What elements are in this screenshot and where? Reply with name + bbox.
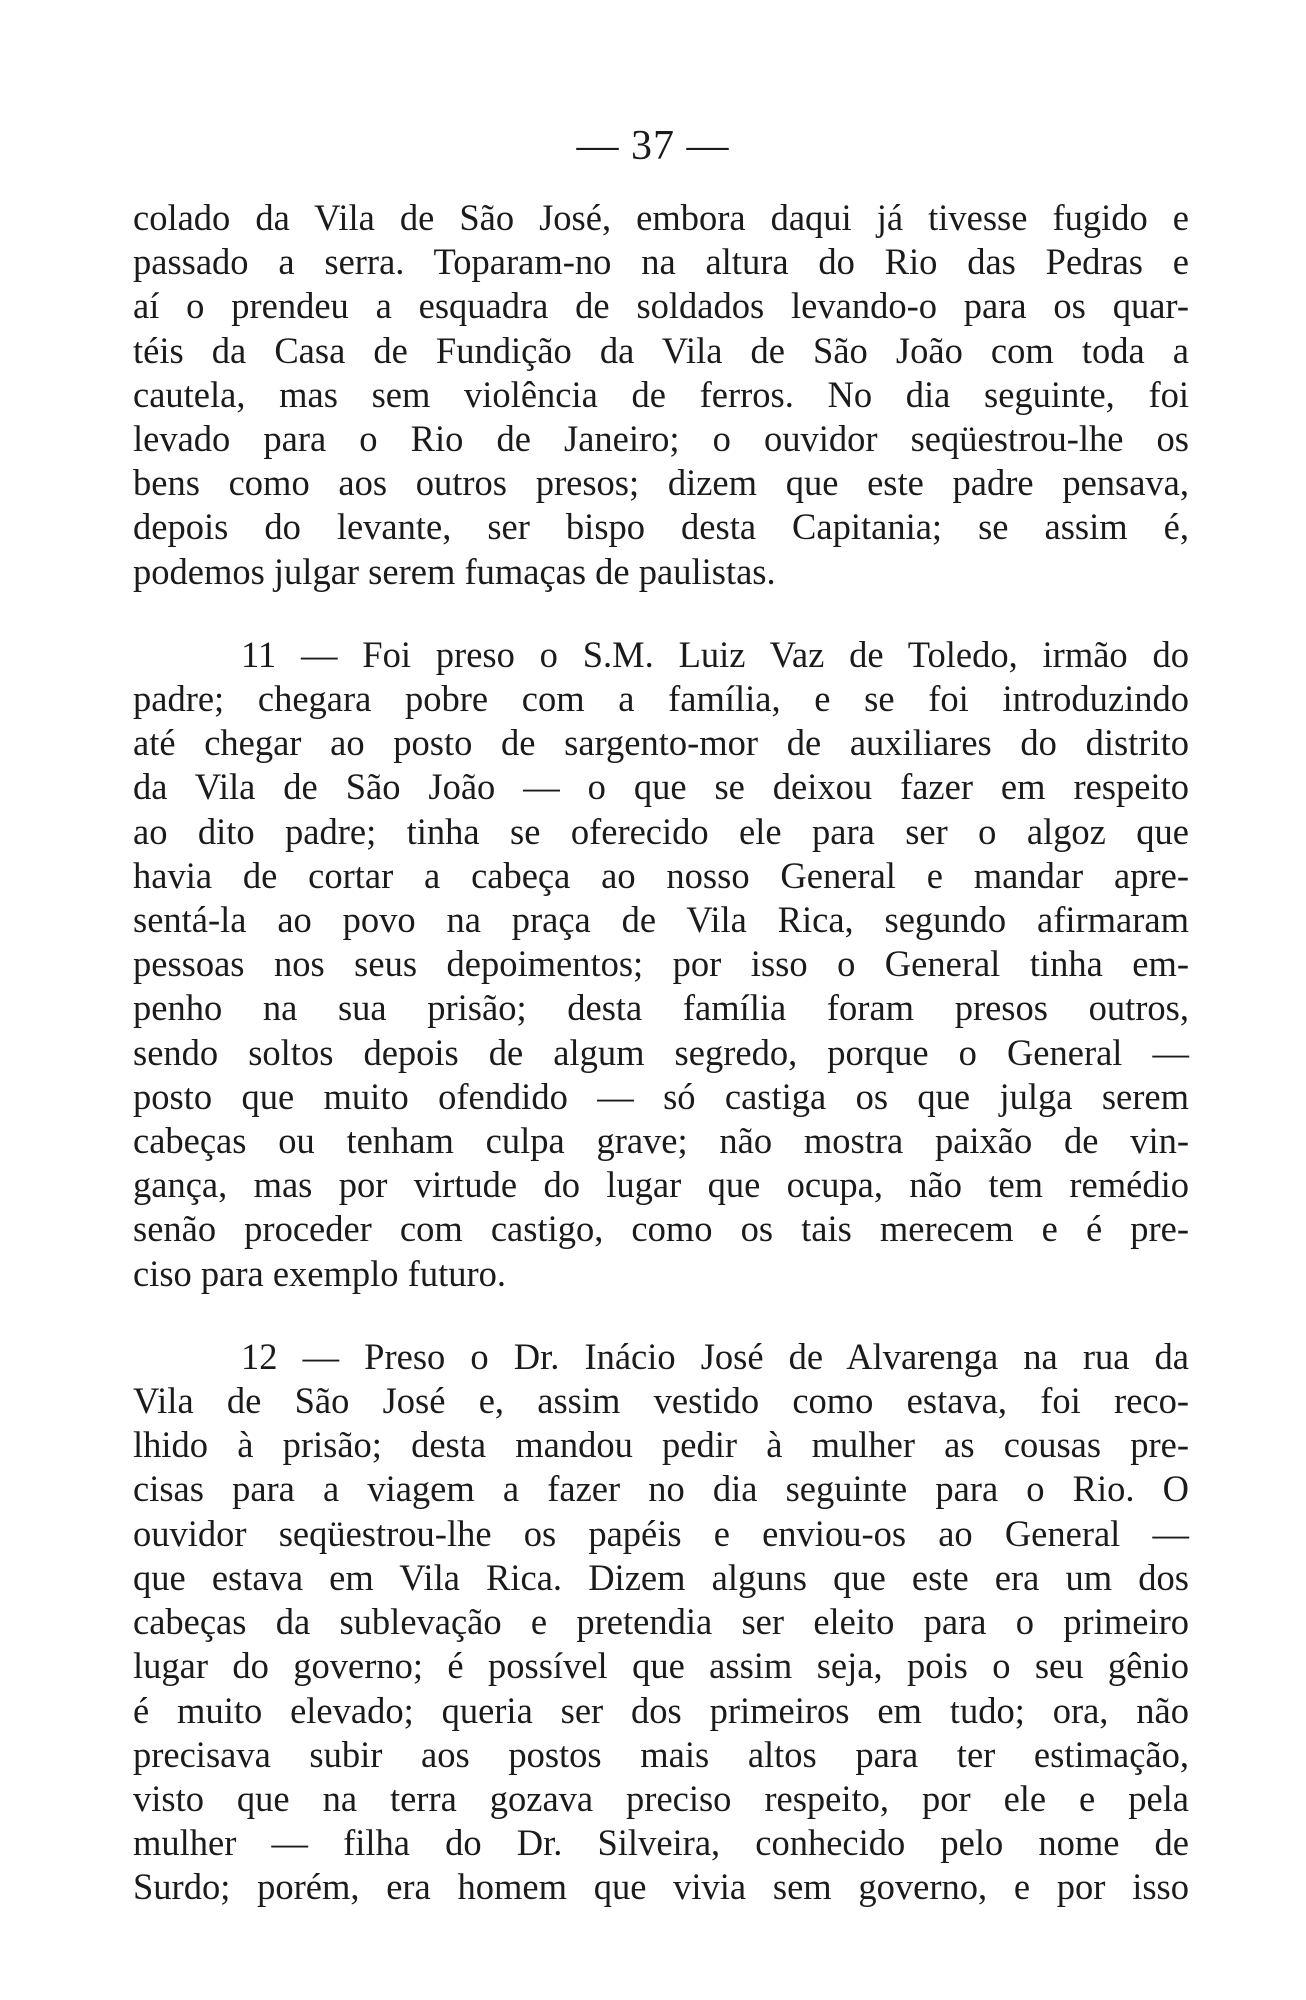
- text-line: mulher — filha do Dr. Silveira, conhecido pelo nome de: [133, 1822, 1189, 1864]
- text-line: cabeças ou tenham culpa grave; não mostra paixão de vin-: [133, 1120, 1189, 1162]
- text-line: depois do levante, ser bispo desta Capitania; se assim é,: [133, 506, 1189, 548]
- text-line: 12 — Preso o Dr. Inácio José de Alvarenga na rua da: [241, 1335, 1189, 1377]
- text-line: visto que na terra gozava preciso respeito, por ele e pela: [133, 1777, 1189, 1819]
- text-line: precisava subir aos postos mais altos para ter estimação,: [133, 1733, 1189, 1775]
- text-line: sentá-la ao povo na praça de Vila Rica, segundo afirmaram: [133, 899, 1189, 941]
- text-line: lhido à prisão; desta mandou pedir à mulher as cousas pre-: [133, 1424, 1189, 1466]
- text-line: cisas para a viagem a fazer no dia seguinte para o Rio. O: [133, 1468, 1189, 1510]
- page-number: — 37 —: [576, 123, 730, 169]
- text-line: bens como aos outros presos; dizem que este padre pensava,: [133, 462, 1189, 504]
- text-line: padre; chegara pobre com a família, e se foi introduzindo: [133, 678, 1189, 720]
- text-line: gança, mas por virtude do lugar que ocupa, não tem remédio: [133, 1164, 1189, 1206]
- text-line: pessoas nos seus depoimentos; por isso o General tinha em-: [133, 943, 1189, 985]
- text-line: cautela, mas sem violência de ferros. No dia seguinte, foi: [133, 373, 1189, 415]
- text-line: até chegar ao posto de sargento-mor de auxiliares do distrito: [133, 722, 1189, 764]
- body-text: [133, 196, 1189, 1910]
- text-line: cabeças da sublevação e pretendia ser eleito para o primeiro: [133, 1601, 1189, 1643]
- text-line: levado para o Rio de Janeiro; o ouvidor seqüestrou-lhe os: [133, 418, 1189, 460]
- text-line: que estava em Vila Rica. Dizem alguns que este era um dos: [133, 1556, 1189, 1598]
- text-line: penho na sua prisão; desta família foram presos outros,: [133, 987, 1189, 1029]
- text-line: da Vila de São João — o que se deixou fazer em respeito: [133, 766, 1189, 808]
- paragraph-12: [133, 1335, 1189, 1910]
- text-line: téis da Casa de Fundição da Vila de São João com toda a: [133, 329, 1189, 371]
- text-line: colado da Vila de São José, embora daqui já tivesse fugido e: [133, 197, 1189, 238]
- text-line: passado a serra. Toparam-no na altura do Rio das Pedras e: [133, 241, 1189, 283]
- text-line: aí o prendeu a esquadra de soldados levando-o para os quar-: [133, 285, 1189, 327]
- text-line: senão proceder com castigo, como os tais merecem e é pre-: [133, 1208, 1189, 1250]
- paragraph-11: [133, 633, 1189, 1296]
- text-line: 11 — Foi preso o S.M. Luiz Vaz de Toledo, irmão do: [241, 633, 1189, 675]
- text-line: ao dito padre; tinha se oferecido ele para ser o algoz que: [133, 810, 1189, 852]
- text-line: ouvidor seqüestrou-lhe os papéis e enviou-os ao General —: [133, 1512, 1189, 1554]
- text-line: posto que muito ofendido — só castiga os que julga serem: [133, 1075, 1189, 1117]
- text-line: ciso para exemplo futuro.: [133, 1252, 506, 1294]
- text-line: Vila de São José e, assim vestido como estava, foi reco-: [133, 1380, 1189, 1422]
- text-line: Surdo; porém, era homem que vivia sem governo, e por isso: [133, 1866, 1189, 1908]
- paragraph-1: [133, 196, 1189, 594]
- text-line: havia de cortar a cabeça ao nosso General e mandar apre-: [133, 854, 1189, 896]
- text-line: podemos julgar serem fumaças de paulistas.: [133, 550, 776, 592]
- text-line: lugar do governo; é possível que assim seja, pois o seu gênio: [133, 1645, 1189, 1687]
- text-line: é muito elevado; queria ser dos primeiros em tudo; ora, não: [133, 1689, 1189, 1731]
- text-line: sendo soltos depois de algum segredo, porque o General —: [133, 1031, 1189, 1073]
